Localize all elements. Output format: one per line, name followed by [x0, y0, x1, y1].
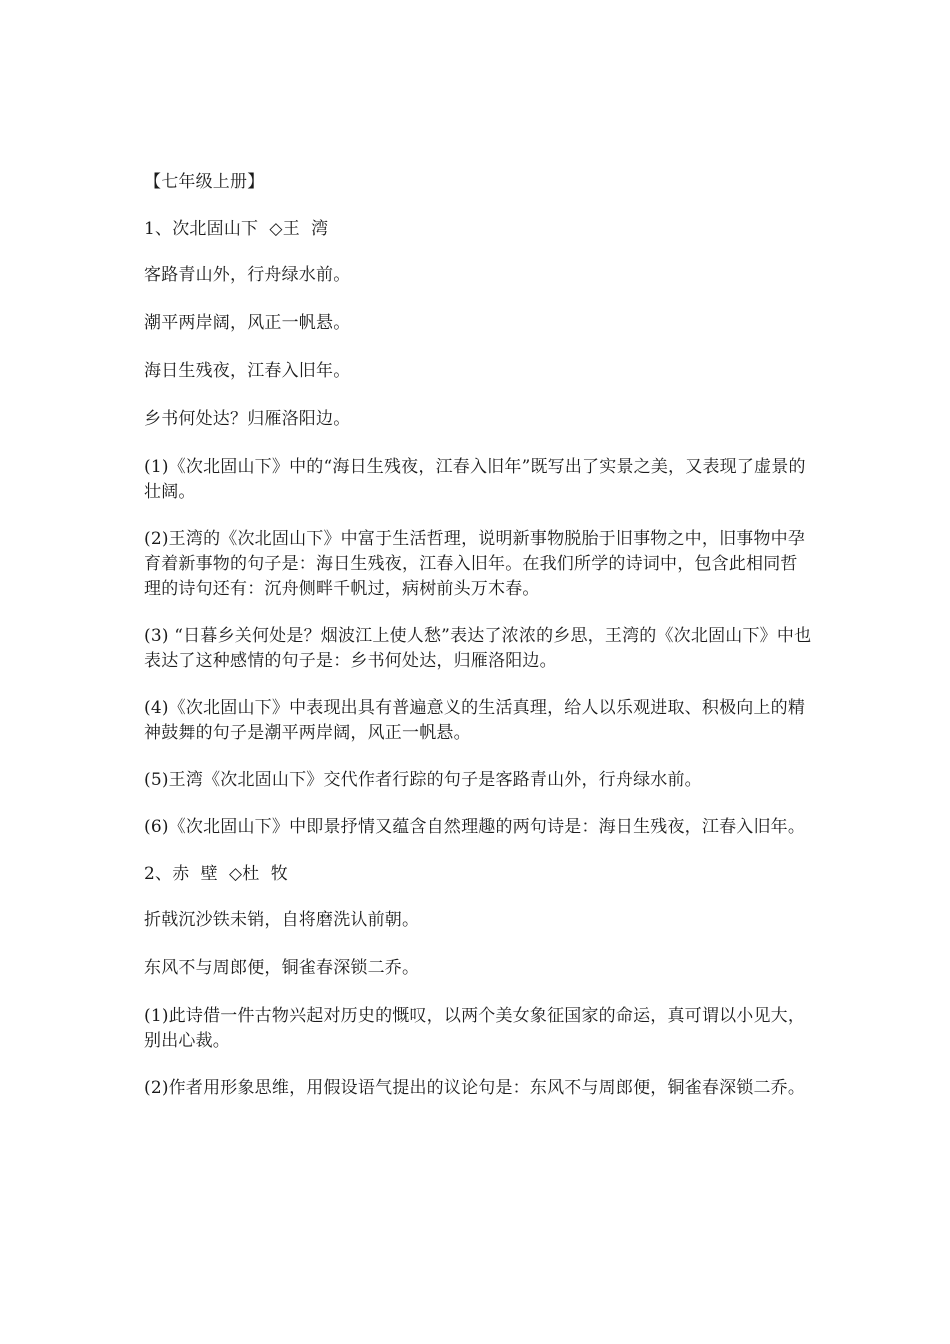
poem-title-1: 1、次北固山下 ◇王 湾: [144, 219, 329, 239]
poem-1-note-4: (4)《次北固山下》中表现出具有普遍意义的生活真理，给人以乐观进取、积极向上的精神鼓舞的句子是潮平两岸阔，风正一帆悬。: [144, 698, 806, 743]
poem-title-2: 2、赤 壁 ◇杜 牧: [144, 864, 288, 884]
poem-1-note-1: (1)《次北固山下》中的“海日生残夜，江春入旧年”既写出了实景之美，又表现了虚景的壮阔。: [144, 457, 806, 502]
poem-1-note-3: (3) “日暮乡关何处是？烟波江上使人愁”表达了浓浓的乡思，王湾的《次北固山下》中也表达了这种感情的句子是：乡书何处达，归雁洛阳边。: [144, 626, 812, 671]
poem-1-verse-4: 乡书何处达？归雁洛阳边。: [144, 409, 351, 429]
poem-1-verse-2: 潮平两岸阔，风正一帆悬。: [144, 313, 351, 333]
poem-1-note-2: (2)王湾的《次北固山下》中富于生活哲理，说明新事物脱胎于旧事物之中，旧事物中孕育着新事物的句子是：海日生残夜，江春入旧年。在我们所学的诗词中，包含此相同哲理的诗句还有：沉舟侧畔千帆过，病树前头万木春。: [144, 529, 806, 599]
poem-1-note-5: (5)王湾《次北固山下》交代作者行踪的句子是客路青山外，行舟绿水前。: [144, 770, 702, 790]
poem-2-note-2: (2)作者用形象思维，用假设语气提出的议论句是：东风不与周郎便，铜雀春深锁二乔。: [144, 1078, 806, 1098]
poem-1-note-6: (6)《次北固山下》中即景抒情又蕴含自然理趣的两句诗是：海日生残夜，江春入旧年。: [144, 817, 806, 837]
document-page: [144, 170, 812, 1123]
poem-1-verse-1: 客路青山外，行舟绿水前。: [144, 265, 351, 285]
poem-2-note-1: (1)此诗借一件古物兴起对历史的慨叹，以两个美女象征国家的命运，真可谓以小见大，别出心裁。: [144, 1006, 806, 1051]
poem-1-verse-3: 海日生残夜，江春入旧年。: [144, 361, 351, 381]
grade-heading: 【七年级上册】: [144, 172, 265, 192]
poem-2-verse-1: 折戟沉沙铁未销，自将磨洗认前朝。: [144, 910, 420, 930]
poem-2-verse-2: 东风不与周郎便，铜雀春深锁二乔。: [144, 958, 420, 978]
